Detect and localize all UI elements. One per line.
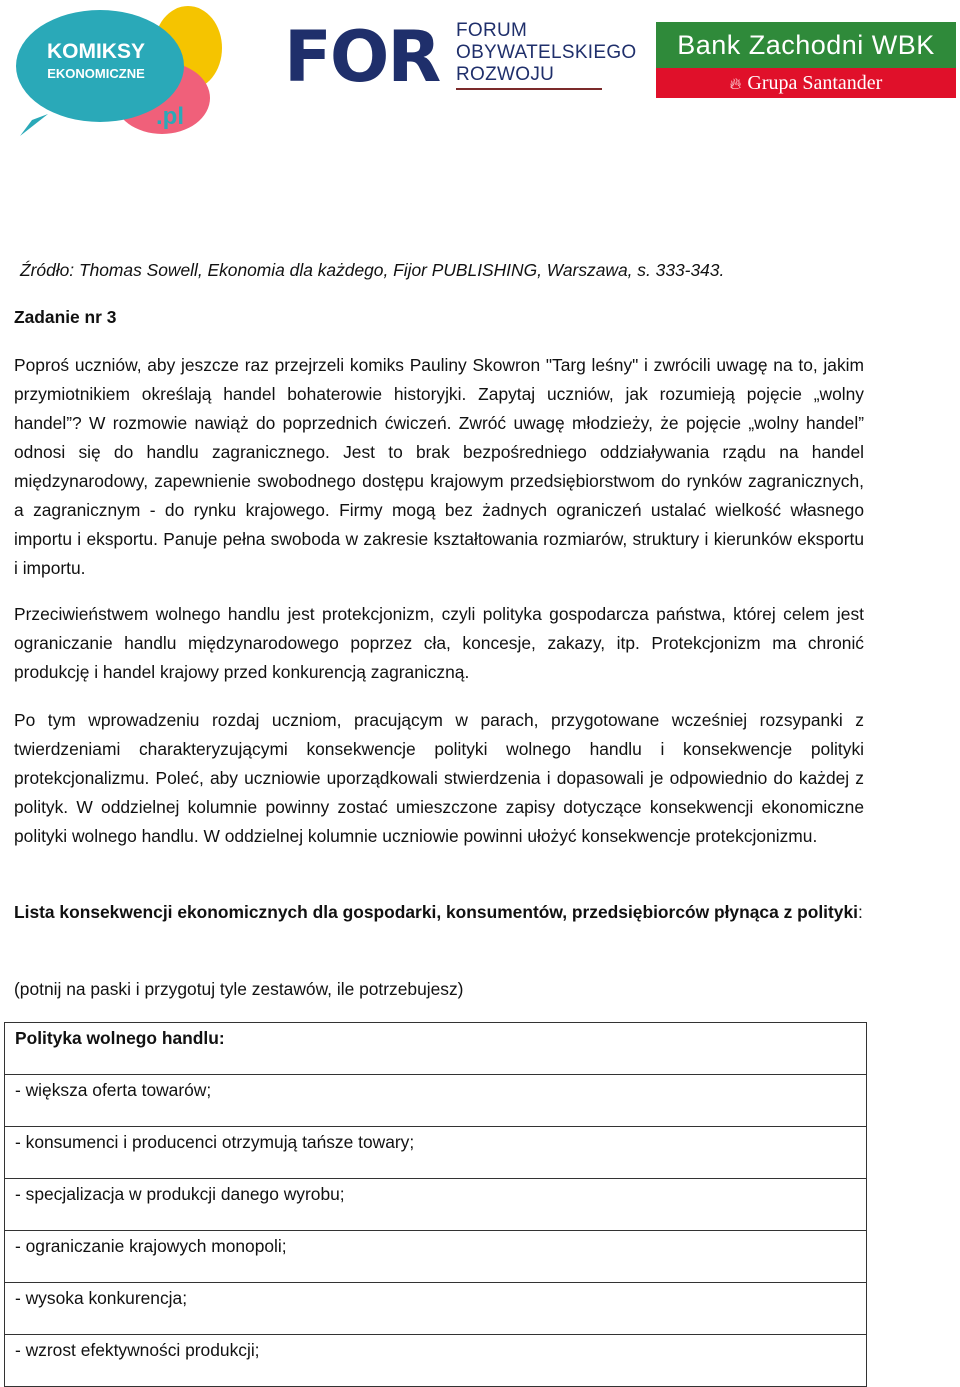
paragraph-free-trade-intro: Poproś uczniów, aby jeszcze raz przejrzeli komiks Pauliny Skowron "Targ leśny" i zwrócili uwagę na to, jakim przymiotnikiem określają handel bohaterowie historyjki. Zapytaj uczniów, jak rozumieją pojęcie „wolny handel”? W rozmowie nawiąż do poprzednich ćwiczeń. Zwróć uwagę młodzieży, że pojęcie „wolny handel” odnosi się do handlu zagranicznego. Jest to brak bezpośredniego oddziaływania rządu na handel międzynarodowy, zapewnienie swobodnego dostępu krajowym przedsiębiorstwom do rynków zagranicznych, a zagranicznym - do rynku krajowego. Firmy mogą bez żadnych ograniczeń ustalać wielkość własnego importu i eksportu. Panuje pełna swoboda w zakresie kształtowania rozmiarów, struktury i kierunków eksportu i importu. xyxy=(14,355,864,578)
table-cell: - ograniczanie krajowych monopoli; xyxy=(5,1231,867,1283)
komiksy-logo-domain: .pl xyxy=(156,103,184,130)
cut-instruction: (potnij na paski i przygotuj tyle zestawów, ile potrzebujesz) xyxy=(14,979,464,999)
source-citation: Źródło: Thomas Sowell, Ekonomia dla każdego, Fijor PUBLISHING, Warszawa, s. 333-343. xyxy=(20,260,725,280)
for-logo-mark: FOR xyxy=(284,16,440,98)
santander-band xyxy=(656,68,956,98)
table-row xyxy=(5,1179,867,1231)
paragraph-protectionism: Przeciwieństwem wolnego handlu jest protekcjonizm, czyli polityka gospodarcza państwa, której celem jest ograniczanie handlu międzynarodowego poprzez cła, koncesje, zakazy, itp. Protekcjonizm ma chronić produkcję i handel krajowy przed konkurencją zagraniczną. xyxy=(14,604,864,682)
for-logo-line2: OBYWATELSKIEGO xyxy=(456,42,637,63)
task-heading: Zadanie nr 3 xyxy=(14,307,117,327)
komiksy-logo-line2: EKONOMICZNE xyxy=(47,66,145,81)
forum-obywatelskiego-rozwoju-logo xyxy=(284,16,637,98)
bank-group-name: Grupa Santander xyxy=(747,72,883,94)
list-title-colon: : xyxy=(857,902,863,922)
table-cell: - wzrost efektywności produkcji; xyxy=(5,1335,867,1387)
bank-name: Bank Zachodni WBK xyxy=(656,22,956,68)
table-row xyxy=(5,1127,867,1179)
komiksy-ekonomiczne-logo xyxy=(12,2,222,138)
table-cell: - wysoka konkurencja; xyxy=(5,1283,867,1335)
santander-flame-icon: 🔥︎ xyxy=(729,76,742,93)
list-title xyxy=(14,898,864,927)
for-logo-line1: FORUM xyxy=(456,20,528,41)
table-row xyxy=(5,1023,867,1075)
for-logo-underline xyxy=(456,88,602,90)
free-trade-consequences-table xyxy=(4,1022,867,1387)
speech-bubbles-logo-graphic xyxy=(12,2,222,138)
table-row xyxy=(5,1335,867,1387)
bank-zachodni-wbk-logo xyxy=(656,22,956,98)
table-row xyxy=(5,1075,867,1127)
table-row xyxy=(5,1231,867,1283)
table-header-cell: Polityka wolnego handlu: xyxy=(5,1023,867,1075)
table-cell: - specjalizacja w produkcji danego wyrobu; xyxy=(5,1179,867,1231)
komiksy-logo-line1: KOMIKSY xyxy=(46,40,146,63)
for-logo-text xyxy=(456,20,637,86)
paragraph-instructions: Po tym wprowadzeniu rozdaj uczniom, pracującym w parach, przygotowane wcześniej rozsypanki z twierdzeniami charakteryzującymi konsekwencje polityki wolnego handlu i konsekwencje polityki protekcjonalizmu. Poleć, aby uczniowie uporządkowali stwierdzenia i dopasowali je odpowiednio do każdej z polityk. W oddzielnej kolumnie powinny zostać umieszczone zapisy dotyczące konsekwencji ekonomiczne polityki wolnego handlu. W oddzielnej kolumnie uczniowie powinni ułożyć konsekwencje protekcjonizmu. xyxy=(14,710,864,846)
for-logo-line3: ROZWOJU xyxy=(456,64,555,85)
list-title-text: Lista konsekwencji ekonomicznych dla gospodarki, konsumentów, przedsiębiorców płynąca z polityki xyxy=(14,902,858,922)
table-cell: - większa oferta towarów; xyxy=(5,1075,867,1127)
table-row xyxy=(5,1283,867,1335)
table-cell: - konsumenci i producenci otrzymują tańsze towary; xyxy=(5,1127,867,1179)
